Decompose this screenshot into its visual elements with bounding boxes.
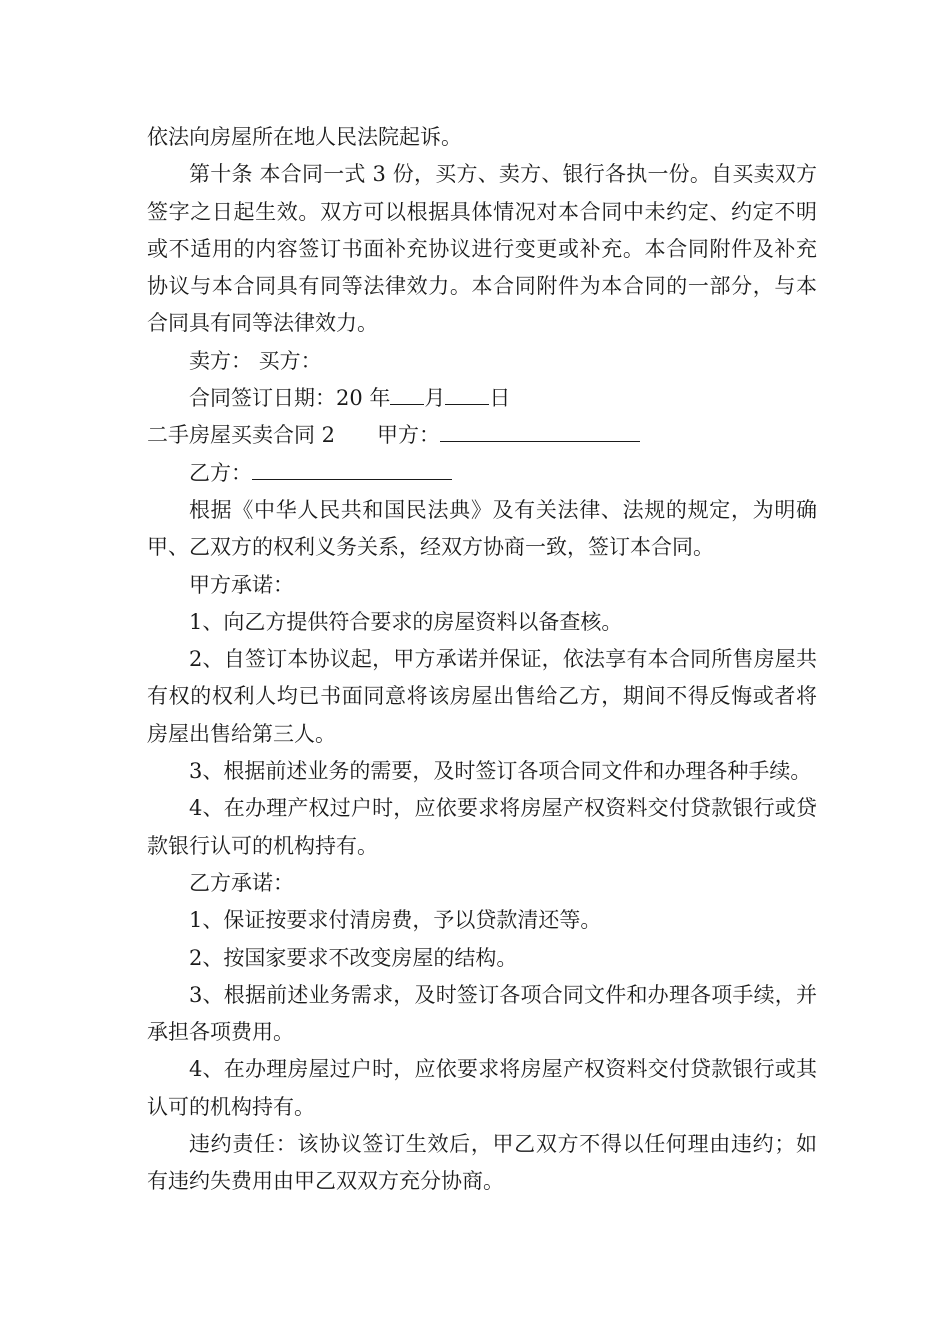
day-blank	[445, 380, 489, 405]
paragraph-signing-date	[147, 380, 817, 417]
paragraph-lawsuit-clause: 依法向房屋所在地人民法院起诉。	[147, 125, 462, 149]
heading-party-a-commitments: 甲方承诺：	[189, 572, 294, 597]
party-a-commitment-4: 4、在办理产权过户时，应依要求将房屋产权资料交付贷款银行或贷款银行认可的机构持有。	[147, 796, 817, 858]
month-label: 月	[424, 386, 446, 411]
document-body	[147, 119, 817, 1201]
contract-title: 二手房屋买卖合同 2	[147, 423, 336, 448]
party-a-commitment-3: 3、根据前述业务的需要，及时签订各项合同文件和办理各种手续。	[189, 759, 812, 784]
paragraph-contract-title-party-a	[147, 417, 817, 454]
signing-date-label: 合同签订日期：20 年	[189, 386, 391, 411]
paragraph-breach-liability: 违约责任：该协议签订生效后，甲乙双方不得以任何理由违约；如有违约失费用由甲乙双双方充分协商。	[147, 1132, 817, 1194]
party-b-label: 乙方：	[189, 460, 252, 485]
party-a-label: 甲方：	[377, 423, 441, 448]
party-b-commitment-1: 1、保证按要求付清房费，予以贷款清还等。	[189, 908, 602, 933]
paragraph-article-ten: 第十条 本合同一式 3 份，买方、卖方、银行各执一份。自买卖双方签字之日起生效。双方可以根据具体情况对本合同中未约定、约定不明或不适用的内容签订书面补充协议进行变更或补充。本合同附件及补充协议与本合同具有同等法律效力。本合同附件为本合同的一部分，与本合同具有同等法律效力。	[147, 162, 817, 336]
party-a-commitment-1: 1、向乙方提供符合要求的房屋资料以备查核。	[189, 609, 623, 634]
paragraph-legal-basis: 根据《中华人民共和国民法典》及有关法律、法规的规定，为明确甲、乙双方的权利义务关系，经双方协商一致，签订本合同。	[147, 497, 817, 560]
paragraph-seller-buyer-signature: 卖方： 买方：	[189, 348, 322, 373]
party-b-blank	[252, 455, 452, 480]
heading-party-b-commitments: 乙方承诺：	[189, 870, 294, 895]
party-a-commitment-2: 2、自签订本协议起，甲方承诺并保证，依法享有本合同所售房屋共有权的权利人均已书面同意将该房屋出售给乙方，期间不得反悔或者将房屋出售给第三人。	[147, 647, 817, 746]
party-b-commitment-3: 3、根据前述业务需求，及时签订各项合同文件和办理各项手续，并承担各项费用。	[147, 982, 817, 1045]
month-blank	[390, 380, 424, 405]
party-b-commitment-2: 2、按国家要求不改变房屋的结构。	[189, 945, 518, 970]
party-a-blank	[440, 417, 640, 442]
party-b-commitment-4: 4、在办理房屋过户时，应依要求将房屋产权资料交付贷款银行或其认可的机构持有。	[147, 1057, 817, 1119]
day-label: 日	[489, 386, 511, 411]
paragraph-party-b	[147, 455, 817, 492]
